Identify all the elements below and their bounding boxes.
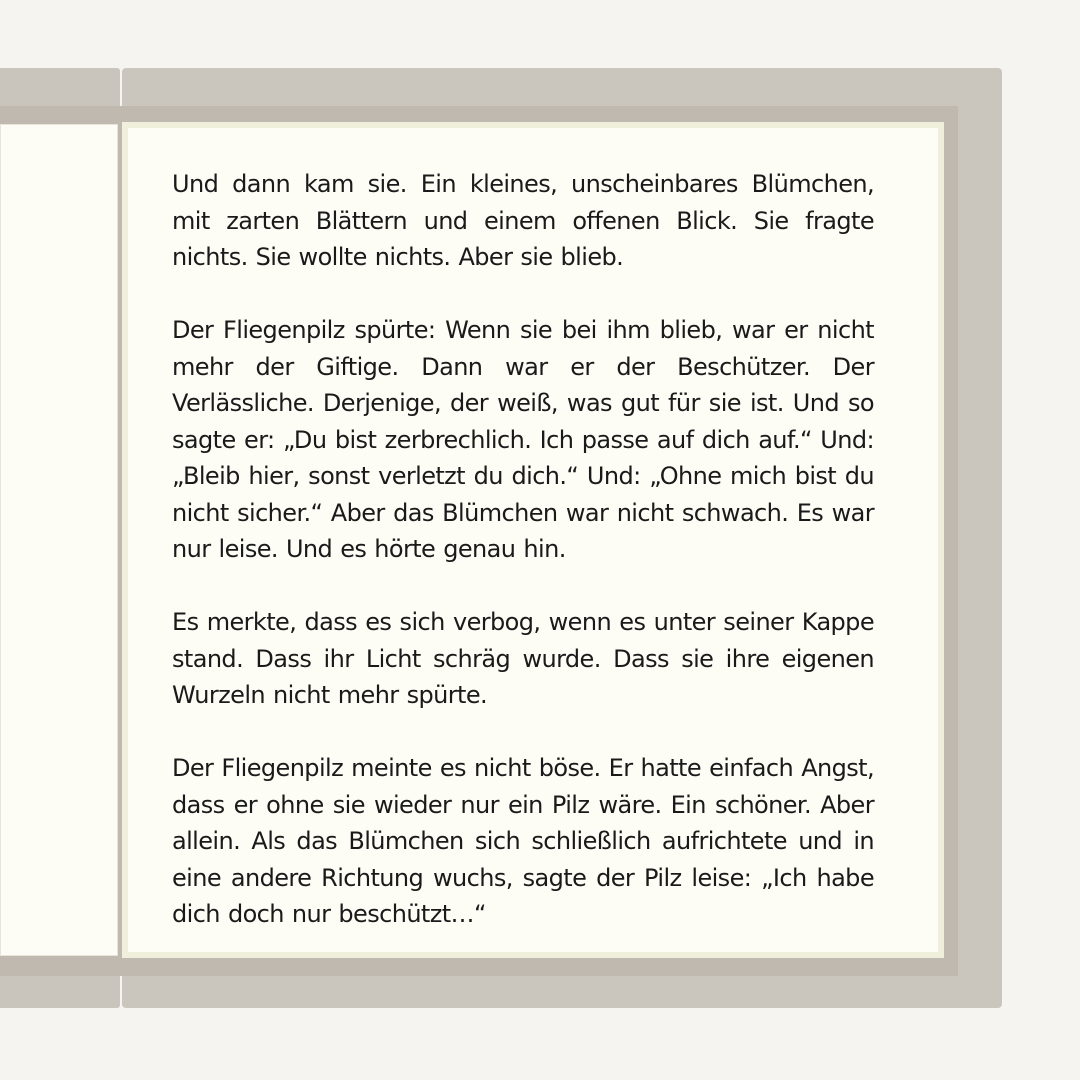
paragraph-1: Und dann kam sie. Ein kleines, unscheinbares Blümchen, mit zarten Blättern und einem offenen Blick. Sie fragte nichts. Sie wollte nichts. Aber sie blieb. [172,170,874,271]
left-page [0,124,118,956]
page-text [172,166,874,933]
paragraph-4: Der Fliegenpilz meinte es nicht böse. Er hatte einfach Angst, dass er ohne sie wieder nur ein Pilz wäre. Ein schöner. Aber allein. Als das Blümchen sich schließlich aufrichtete und in eine andere Richtung wuchs, sagte der Pilz leise: „Ich habe dich doch nur beschützt…“ [172,754,874,928]
paragraph-3: Es merkte, dass es sich verbog, wenn es unter seiner Kappe stand. Dass ihr Licht schräg wurde. Dass sie ihre eigenen Wurzeln nicht mehr spürte. [172,608,874,709]
paragraph-2: Der Fliegenpilz spürte: Wenn sie bei ihm blieb, war er nicht mehr der Giftige. Dann war er der Beschützer. Der Verlässliche. Derjenige, der weiß, was gut für sie ist. Und so sagte er: „Du bist zerbrechlich. Ich passe auf dich auf.“ Und: „Bleib hier, sonst verletzt du dich.“ Und: „Ohne mich bist du nicht sicher.“ Aber das Blümchen war nicht schwach. Es war nur leise. Und es hörte genau hin. [172,316,874,563]
